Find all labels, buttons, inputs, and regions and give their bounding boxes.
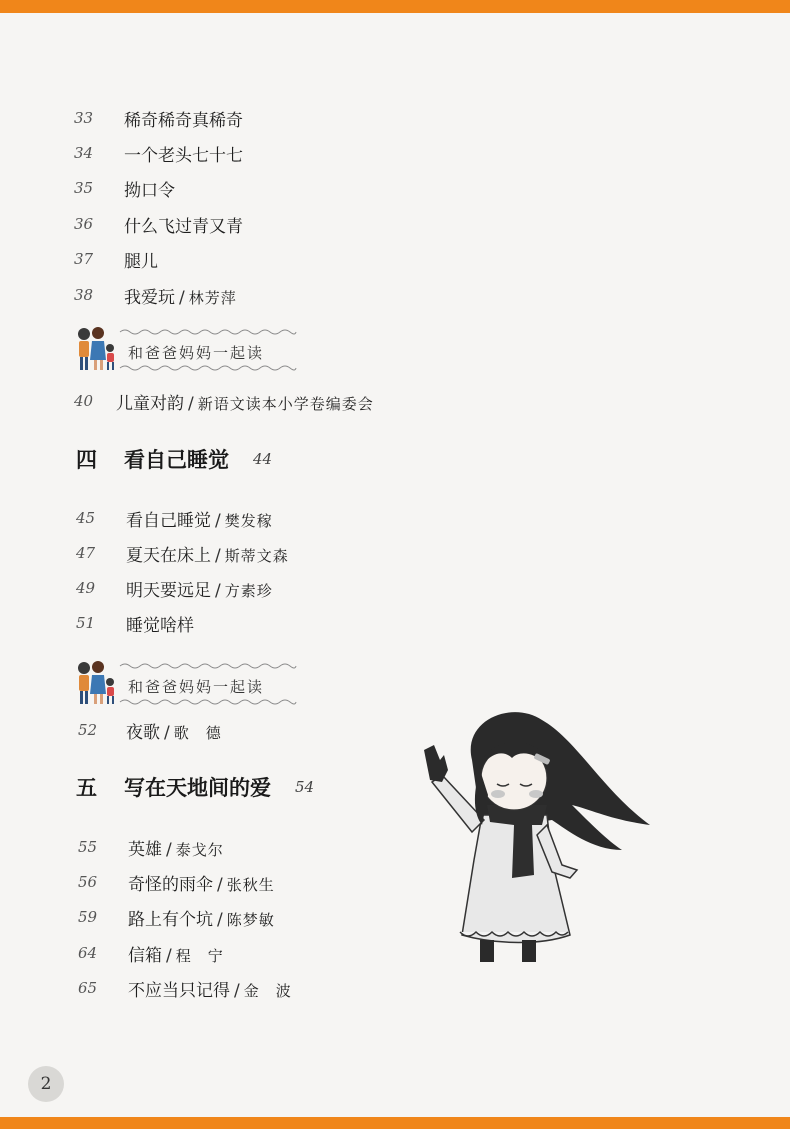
entry-title [124,283,237,308]
read-with-parents-banner [72,660,302,706]
entry-page: 45 [76,509,96,527]
section-title: 看自己睡觉 [124,448,229,472]
top-orange-border [0,0,790,13]
separator: / [234,980,240,1001]
entry-title [126,718,222,743]
title-text: 看自己睡觉 [126,510,211,531]
entry-author: 陈梦敏 [226,910,275,929]
entry-author: 斯蒂文森 [224,546,289,565]
title-text: 路上有个坑 [128,909,213,930]
entry-author: 张秋生 [226,875,275,894]
entry-title [128,941,224,966]
title-text: 奇怪的雨伞 [128,874,213,895]
section-number: 四 [76,448,97,472]
title-text: 夜歌 [126,722,160,743]
entry-title: 拗口令 [124,180,175,201]
entry-author: 林芳萍 [188,288,237,307]
entry-title [128,835,224,860]
separator: / [217,909,223,930]
banner-label: 和爸爸妈妈一起读 [128,344,265,362]
entry-title: 睡觉啥样 [126,615,194,636]
section-heading-4[interactable] [76,444,272,474]
title-text: 夏天在床上 [126,545,211,566]
entry-page: 33 [74,109,94,127]
entry-author: 泰戈尔 [175,840,224,859]
separator: / [166,945,172,966]
read-with-parents-banner [72,326,302,372]
entry-page: 47 [76,544,96,562]
entry-page: 36 [74,215,94,233]
entry-author: 樊发稼 [224,511,273,530]
page-number: 2 [28,1066,64,1102]
entry-page: 35 [74,179,94,197]
entry-page: 34 [74,144,94,162]
entry-author: 方素珍 [224,581,273,600]
separator: / [217,874,223,895]
separator: / [166,839,172,860]
section-page: 54 [295,778,315,796]
title-text: 不应当只记得 [128,980,230,1001]
entry-page: 55 [78,838,98,856]
entry-author: 程 宁 [175,946,224,965]
entry-title [128,905,275,930]
entry-page: 56 [78,873,98,891]
entry-title [128,870,275,895]
section-page: 44 [253,450,273,468]
separator: / [215,545,221,566]
entry-page: 52 [78,721,98,739]
entry-title: 一个老头七十七 [124,145,243,166]
entry-page: 49 [76,579,96,597]
entry-title: 稀奇稀奇真稀奇 [124,110,243,131]
entry-page: 64 [78,944,98,962]
banner-label: 和爸爸妈妈一起读 [128,678,265,696]
section-number: 五 [76,776,97,800]
entry-title: 腿儿 [124,251,158,272]
title-text: 信箱 [128,945,162,966]
section-heading-5[interactable] [76,772,314,802]
entry-author: 歌 德 [173,723,222,742]
entry-author: 新语文读本小学卷编委会 [197,394,374,413]
title-text: 英雄 [128,839,162,860]
separator: / [179,287,185,308]
entry-page: 65 [78,979,98,997]
entry-page: 40 [74,392,94,410]
title-text: 明天要远足 [126,580,211,601]
entry-page: 37 [74,250,94,268]
girl-illustration [402,700,652,970]
bottom-orange-border [0,1117,790,1129]
entry-title [116,389,374,414]
separator: / [164,722,170,743]
section-title: 写在天地间的爱 [124,776,271,800]
separator: / [188,393,194,414]
entry-title [126,576,273,601]
entry-title [126,541,289,566]
entry-page: 38 [74,286,94,304]
entry-title: 什么飞过青又青 [124,216,243,237]
title-text: 儿童对韵 [116,393,184,414]
entry-page: 51 [76,614,96,632]
entry-title [128,976,292,1001]
separator: / [215,510,221,531]
separator: / [215,580,221,601]
title-text: 我爱玩 [124,287,175,308]
entry-author: 金 波 [243,981,292,1000]
entry-title [126,506,273,531]
entry-page: 59 [78,908,98,926]
